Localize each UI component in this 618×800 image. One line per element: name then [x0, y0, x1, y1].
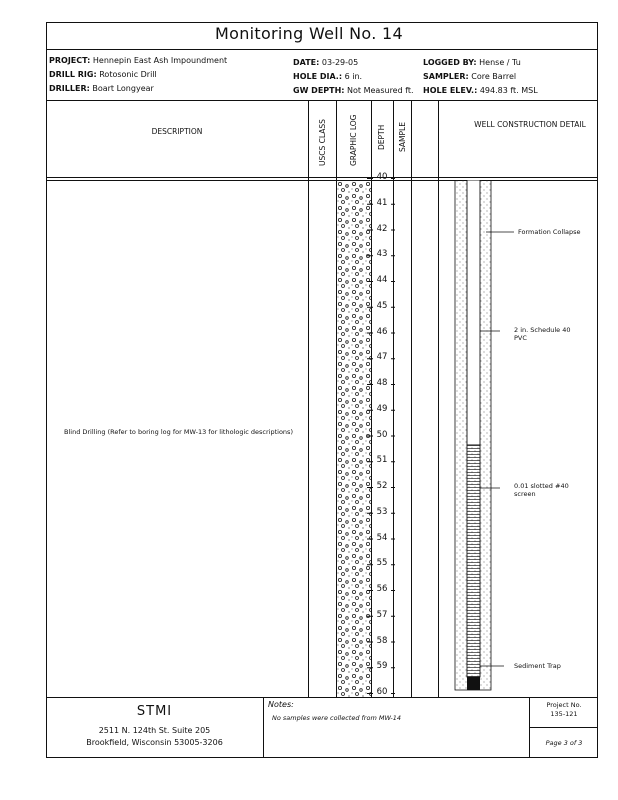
- gw-depth-value: Not Measured ft.: [347, 86, 414, 95]
- depth-label: 57: [376, 609, 388, 620]
- column-heading-well-detail: WELL CONSTRUCTION DETAIL: [474, 120, 586, 129]
- gw-depth-field: [293, 86, 414, 95]
- well-note-screen: 0.01 slotted #40 screen: [514, 482, 569, 498]
- well-note-formation: Formation Collapse: [518, 228, 581, 236]
- logged-by-field: [423, 58, 521, 67]
- company-name: STMI: [136, 704, 173, 719]
- date-value: 03-29-05: [321, 58, 359, 67]
- depth-label: 56: [376, 584, 388, 594]
- drill-rig-value: Rotosonic Drill: [99, 70, 157, 79]
- date-label: DATE:: [293, 58, 320, 67]
- date-field: [293, 58, 358, 67]
- drill-rig-label: DRILL RIG:: [49, 70, 97, 79]
- sampler-label: SAMPLER:: [423, 72, 469, 81]
- driller-field: [49, 84, 154, 93]
- hole-dia-label: HOLE DIA.:: [293, 72, 343, 81]
- company-address-line1: 2511 N. 124th St. Suite 205: [98, 726, 211, 735]
- depth-label: 60: [376, 687, 388, 697]
- sampler-value: Core Barrel: [471, 72, 517, 81]
- depth-label: 43: [376, 249, 388, 260]
- hole-elev-field: [423, 86, 538, 95]
- depth-label: 40: [376, 172, 388, 182]
- depth-label: 50: [376, 429, 388, 440]
- depth-label: 52: [376, 481, 388, 491]
- project-field: [49, 56, 227, 65]
- well-note-sediment: Sediment Trap: [514, 662, 561, 670]
- logged-by-value: Hense / Tu: [479, 58, 521, 67]
- gw-depth-label: GW DEPTH:: [293, 86, 345, 95]
- depth-label: 59: [376, 661, 388, 672]
- driller-label: DRILLER:: [49, 84, 90, 93]
- company-address-line2: Brookfield, Wisconsin 53005-3206: [86, 738, 223, 747]
- hole-elev-value: 494.83 ft. MSL: [479, 86, 538, 95]
- column-heading-sample: SAMPLE: [398, 122, 407, 152]
- notes-label: Notes:: [268, 700, 294, 709]
- project-no-value: 135-121: [550, 710, 578, 718]
- notes-text: No samples were collected from MW-14: [272, 714, 402, 722]
- well-construction-graphic: [438, 180, 598, 697]
- depth-label: 44: [376, 275, 388, 285]
- depth-label: 41: [376, 197, 388, 208]
- depth-label: 42: [376, 223, 388, 234]
- depth-label: 45: [376, 300, 388, 311]
- depth-label: 53: [376, 506, 388, 517]
- description-text: Blind Drilling (Refer to boring log for MW-13 for lithologic descriptions): [64, 428, 293, 436]
- hole-dia-value: 6 in.: [344, 72, 363, 81]
- hole-dia-field: [293, 72, 362, 81]
- logged-by-label: LOGGED BY:: [423, 58, 477, 67]
- page-number: Page 3 of 3: [545, 739, 583, 747]
- column-heading-uscs: USCS CLASS: [318, 119, 327, 166]
- column-heading-depth: DEPTH: [377, 124, 386, 150]
- depth-label: 51: [376, 455, 388, 466]
- drill-rig-field: [49, 70, 157, 79]
- column-heading-description: DESCRIPTION: [151, 127, 203, 136]
- page-title: Monitoring Well No. 14: [215, 24, 403, 43]
- depth-label: 49: [376, 403, 388, 414]
- driller-value: Boart Longyear: [92, 84, 154, 93]
- depth-label: 48: [376, 378, 388, 388]
- sampler-field: [423, 72, 516, 81]
- depth-label: 54: [376, 532, 388, 543]
- hole-elev-label: HOLE ELEV.:: [423, 86, 478, 95]
- depth-label: 58: [376, 635, 388, 646]
- project-label: PROJECT:: [49, 56, 91, 65]
- column-heading-graphic-log: GRAPHIC LOG: [349, 114, 358, 166]
- depth-label: 46: [376, 326, 388, 337]
- depth-label: 55: [376, 558, 388, 569]
- project-no-label: Project No.: [546, 701, 582, 709]
- well-note-pvc: 2 in. Schedule 40 PVC: [514, 326, 571, 342]
- project-value: Hennepin East Ash Impoundment: [92, 56, 228, 65]
- depth-label: 47: [376, 352, 388, 363]
